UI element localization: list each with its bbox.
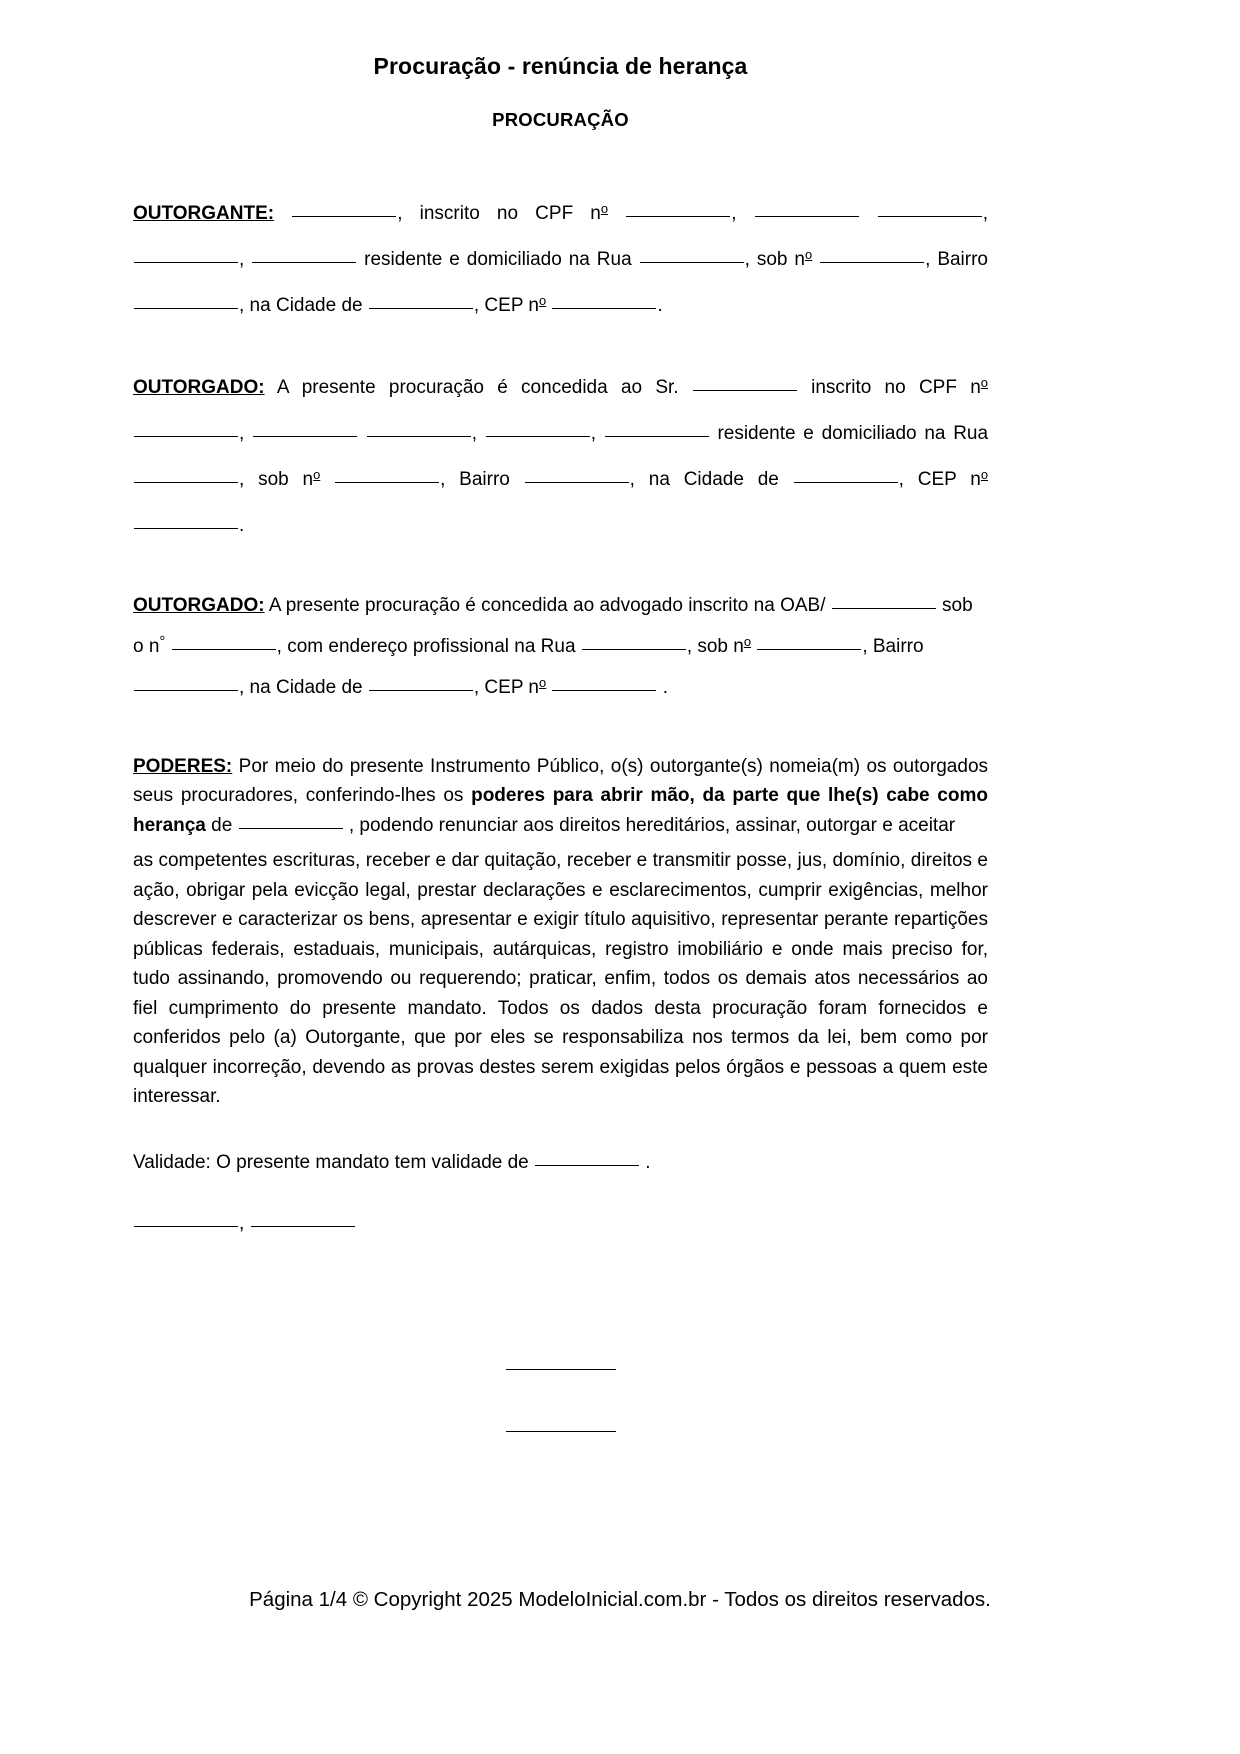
degree-icon: ° [159,633,166,650]
outorgante-text-9: , na Cidade de [239,294,363,316]
blank-field-outorgado-rua[interactable] [134,482,238,483]
blank-field-outorgado-numero[interactable] [335,482,439,483]
poderes-text-1: Por meio do presente Instrumento Público, o(s) outorgante(s) nomeia(m) os outorgados seus procuradores, conferindo-lhes os [133,755,989,807]
section-outorgante [133,191,988,329]
ordinal-icon: o [313,466,321,482]
outorgado-pessoa-text-2: inscrito no CPF n [811,376,981,398]
ordinal-icon: o [980,466,989,482]
section-validade [133,1148,988,1178]
signature-slot-outorgante [133,1357,988,1419]
section-local-data [133,1209,988,1239]
spacer [133,131,988,191]
blank-field-outorgante-cpf[interactable] [626,216,730,217]
blank-field-data[interactable] [251,1226,355,1227]
outorgado-pessoa-text-4: , [471,422,477,444]
blank-field-outorgante-numero[interactable] [820,262,924,263]
validade-text-2: . [645,1151,651,1173]
blank-field-outorgante-nacionalidade[interactable] [878,216,982,217]
blank-field-outorgado-cidade[interactable] [794,482,898,483]
outorgado-advogado-text-4: , com endereço profissional na Rua [276,635,576,657]
outorgado-pessoa-text-3: , [239,422,245,444]
section-outorgado-advogado [133,585,988,708]
outorgado-pessoa-text-6: residente e domiciliado na [717,422,946,444]
outorgante-text-1: , inscrito no CPF n [397,202,601,224]
document-subtitle: PROCURAÇÃO [492,108,629,130]
blank-field-outorgante-nome[interactable] [292,216,396,217]
blank-field-outorgado-rg[interactable] [253,436,357,437]
validade-text-1: Validade: O presente mandato tem validade de [133,1151,529,1173]
outorgado-pessoa-text-10: , na Cidade de [629,468,779,490]
blank-field-advogado-cep[interactable] [552,690,656,691]
outorgante-text-7: , [925,248,931,270]
signature-line[interactable] [506,1431,616,1432]
blank-field-outorgante-profissao[interactable] [252,262,356,263]
outorgante-text-10: , CEP n [473,294,540,316]
signature-slot-outorgado [133,1419,988,1481]
blank-field-oab-uf[interactable] [832,608,936,609]
ordinal-icon: o [980,374,988,390]
spacer [133,329,988,365]
blank-field-heranca-de[interactable] [239,828,343,829]
outorgado-pessoa-text-7: Rua [953,422,989,444]
poderes-text-3: , podendo renunciar aos direitos hereditários, assinar, outorgar e aceitar [348,814,956,836]
outorgado-pessoa-text-11: , CEP n [898,468,981,490]
outorgante-text-8: Bairro [937,248,988,270]
outorgante-text-2: , [731,202,737,224]
section-corpo: as competentes escrituras, receber e dar quitação, receber e transmitir posse, jus, domínio, direitos e ação, obrigar pela evicção legal, prestar declarações e esclarecimentos, cumprir exigências, melhor descrever e caracterizar os bens, apresentar e exigir título aquisitivo, representar perante repartições públicas federais, estaduais, municipais, autárquicas, registro imobiliário e onde mais preciso for, tudo assinando, promovendo ou requerendo; praticar, enfim, todos os demais atos necessários ao fiel cumprimento do presente mandato. Todos os dados desta procuração foram fornecidos e conferidos pelo (a) Outorgante, que por eles se responsabiliza nos termos da lei, bem como por qualquer incorreção, devendo as provas destes serem exigidas pelos órgãos e pessoas a quem este interessar. [133,850,988,1108]
outorgado-pessoa-text-12: . [239,514,245,536]
outorgado-pessoa-label: OUTORGADO: [133,376,265,398]
outorgado-pessoa-text-5: , [590,422,596,444]
blank-field-outorgado-profissao[interactable] [605,436,709,437]
blank-field-outorgante-rua[interactable] [640,262,744,263]
blank-field-local[interactable] [134,1226,238,1227]
blank-field-outorgado-cpf[interactable] [134,436,238,437]
local-data-text-1: , [239,1213,245,1235]
spacer [133,708,988,752]
blank-field-outorgado-nome[interactable] [693,390,797,391]
outorgado-pessoa-text-8: , sob n [239,468,314,490]
section-poderes [133,752,988,841]
blank-field-outorgado-nacionalidade[interactable] [367,436,471,437]
blank-field-advogado-bairro[interactable] [134,690,238,691]
poderes-label: PODERES: [133,755,233,777]
spacer [133,549,988,585]
outorgante-text-3: , [982,202,988,224]
blank-field-outorgante-estadocivil[interactable] [134,262,238,263]
blank-field-outorgante-cep[interactable] [552,308,656,309]
ordinal-icon: o [539,292,547,308]
ordinal-icon: o [539,674,547,690]
outorgado-pessoa-text-1: A presente procuração é concedida ao Sr. [276,376,679,398]
blank-field-outorgante-rg[interactable] [755,216,859,217]
outorgante-text-6: , sob n [744,248,805,270]
spacer [133,1112,988,1148]
blank-field-advogado-rua[interactable] [582,649,686,650]
outorgado-advogado-text-6: , Bairro [862,635,924,657]
signature-block [133,1357,988,1481]
blank-field-outorgado-estadocivil[interactable] [486,436,590,437]
ordinal-icon: o [600,200,609,216]
outorgado-advogado-label: OUTORGADO: [133,594,265,616]
outorgado-advogado-text-9: . [662,676,669,698]
spacer [133,1177,988,1209]
blank-field-validade[interactable] [535,1165,639,1166]
outorgado-advogado-text-7: , na Cidade de [239,676,363,698]
outorgado-advogado-text-5: , sob n [686,635,744,657]
outorgante-text-5: residente e domiciliado na Rua [364,248,632,270]
page-footer: Página 1/4 © Copyright 2025 ModeloInicial.com.br - Todos os direitos reservados. [249,1588,991,1612]
section-outorgado-pessoa [133,365,988,549]
outorgante-label: OUTORGANTE: [133,202,275,224]
outorgado-pessoa-text-9: , Bairro [440,468,510,490]
blank-field-outorgado-cep[interactable] [134,528,238,529]
poderes-text-2: de [211,814,233,836]
ordinal-icon: o [743,633,752,649]
blank-field-outorgante-cidade[interactable] [369,308,473,309]
blank-field-outorgado-bairro[interactable] [525,482,629,483]
outorgante-text-4: , [239,248,245,270]
outorgado-advogado-text-2: sob [942,594,973,616]
outorgado-advogado-text-3: o n [133,635,160,657]
document-content [133,0,988,1481]
outorgante-text-11: . [657,294,663,316]
ordinal-icon: o [804,246,813,262]
blank-field-advogado-cidade[interactable] [369,690,473,691]
signature-line[interactable] [506,1369,616,1370]
blank-field-outorgante-bairro[interactable] [134,308,238,309]
poderes-bold-phrase: poderes para abrir mão, da parte que lhe(s) cabe como herança [133,785,988,836]
outorgado-advogado-text-8: , CEP n [473,676,540,698]
outorgado-advogado-text-1: A presente procuração é concedida ao advogado inscrito na OAB/ [268,594,826,616]
blank-field-advogado-numero[interactable] [757,649,861,650]
blank-field-oab-numero[interactable] [172,649,276,650]
page-title: Procuração - renúncia de herança [373,53,748,79]
